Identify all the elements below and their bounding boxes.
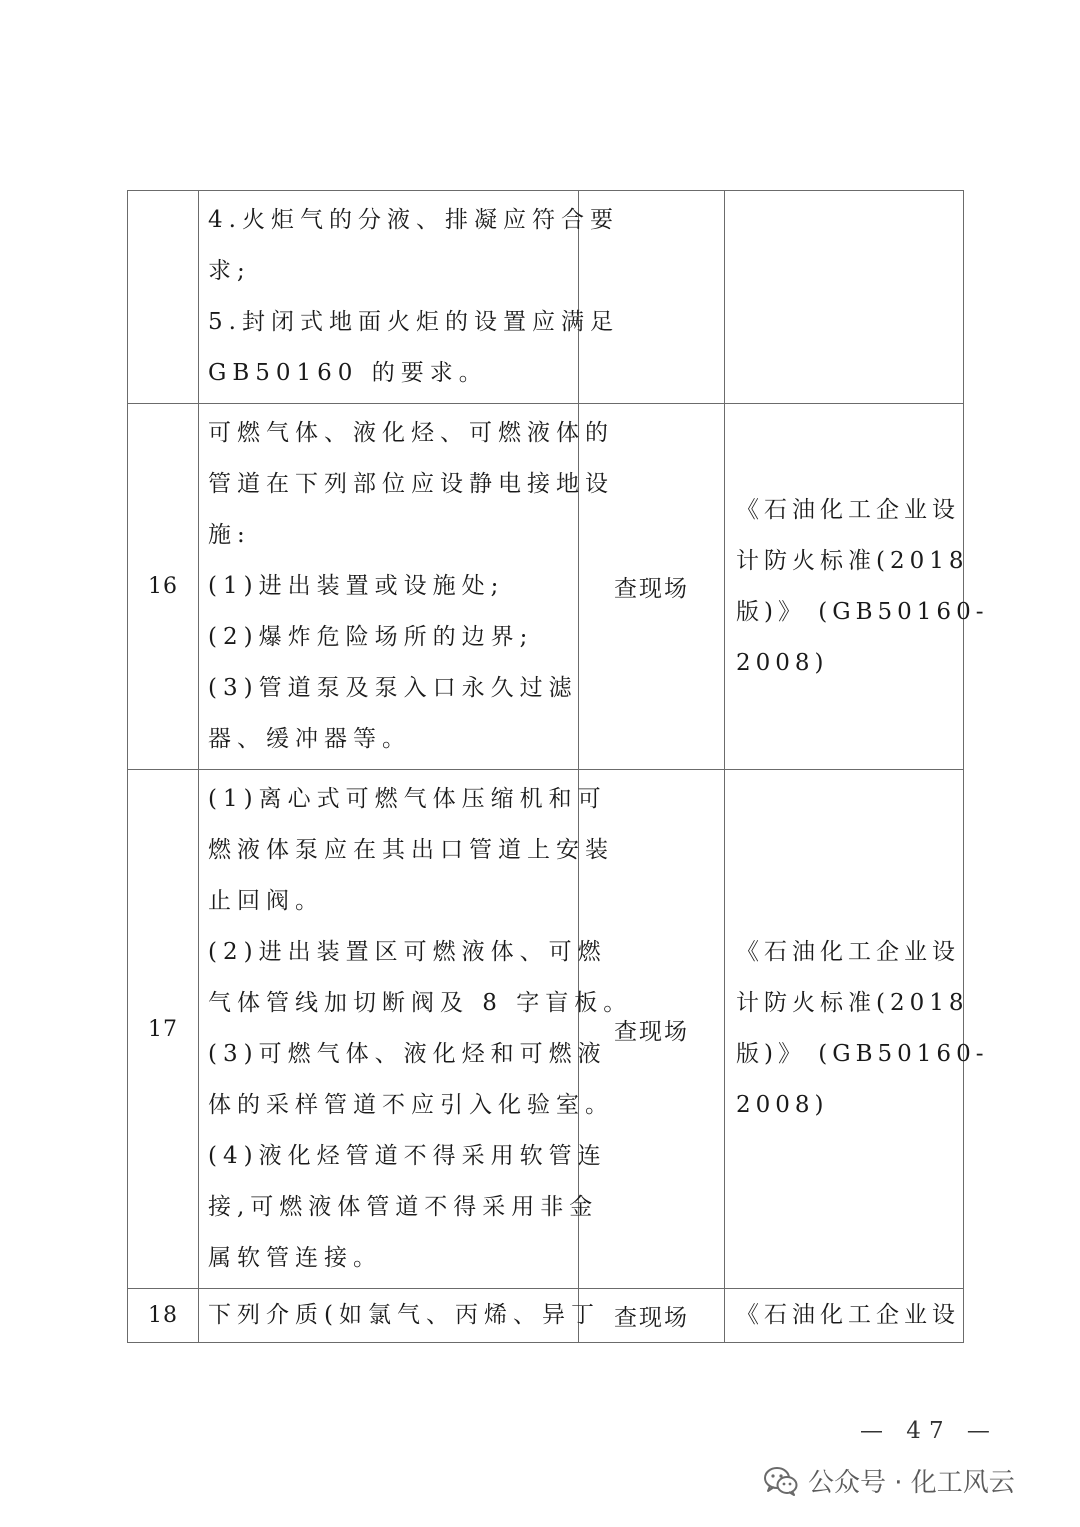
requirement-line: (2)爆炸危险场所的边界; [208, 624, 534, 650]
requirement-line: (1)离心式可燃气体压缩机和可 [208, 786, 607, 812]
requirement-cell [199, 1289, 600, 1343]
basis-cell [725, 1289, 964, 1343]
watermark-text: 公众号 · 化工风云 [808, 1468, 1015, 1498]
requirement-cell [199, 770, 633, 1289]
requirement-line: (2)进出装置区可燃液体、可燃 [208, 939, 607, 965]
watermark [764, 1462, 1015, 1499]
basis-line: 2008) [736, 649, 829, 676]
basis-line: 《石油化工企业设 [736, 1302, 960, 1328]
requirement-line: 可燃气体、液化烃、可燃液体的 [208, 420, 614, 446]
requirement-line: (3)可燃气体、液化烃和可燃液 [208, 1041, 607, 1067]
basis-cell [725, 404, 989, 770]
basis-line: 版)》 (GB50160- [736, 598, 989, 625]
requirement-cell [199, 191, 619, 404]
check-method-cell: 查现场 [579, 770, 725, 1289]
row-number: 17 [128, 770, 199, 1289]
requirement-line: (3)管道泵及泵入口永久过滤 [208, 675, 578, 701]
wechat-icon [764, 1466, 798, 1496]
basis-line: 《石油化工企业设 [736, 496, 960, 523]
page-number: — 47 — [860, 1418, 998, 1444]
requirement-line: 属软管连接。 [208, 1245, 382, 1271]
requirement-line: 4.火炬气的分液、排凝应符合要 [208, 207, 619, 233]
basis-cell [725, 191, 964, 404]
check-method-cell: 查现场 [579, 404, 725, 770]
basis-cell [725, 770, 989, 1289]
basis-line: 《石油化工企业设 [736, 939, 960, 965]
table-row [128, 404, 964, 770]
requirement-line: 施: [208, 522, 251, 548]
table-row [128, 770, 964, 1289]
basis-line: 计防火标准(2018 [736, 990, 969, 1016]
table-row [128, 1289, 964, 1343]
requirement-line: GB50160 的要求。 [208, 360, 488, 386]
requirement-line: (4)液化烃管道不得采用软管连 [208, 1143, 607, 1169]
requirement-line: 气体管线加切断阀及 8 字盲板。 [208, 990, 633, 1016]
requirement-cell [199, 404, 614, 770]
row-number: 16 [128, 404, 199, 770]
requirement-line: 止回阀。 [208, 888, 324, 914]
requirement-line: 下列介质(如氯气、丙烯、异丁 [208, 1302, 600, 1328]
table-row [128, 191, 964, 404]
basis-line: 计防火标准(2018 [736, 547, 969, 574]
check-method-cell: 查现场 [579, 1289, 725, 1343]
row-number [128, 191, 199, 404]
basis-line: 版)》 (GB50160- [736, 1041, 989, 1067]
row-number: 18 [128, 1289, 199, 1343]
requirement-line: 5.封闭式地面火炬的设置应满足 [208, 309, 619, 335]
requirement-line: 求; [208, 258, 251, 284]
requirement-line: 接,可燃液体管道不得采用非金 [208, 1194, 599, 1220]
requirement-line: 管道在下列部位应设静电接地设 [208, 471, 614, 497]
requirement-line: 燃液体泵应在其出口管道上安装 [208, 837, 614, 863]
requirement-line: (1)进出装置或设施处; [208, 573, 505, 599]
requirement-line: 体的采样管道不应引入化验室。 [208, 1092, 614, 1118]
basis-line: 2008) [736, 1092, 829, 1118]
requirement-line: 器、缓冲器等。 [208, 726, 411, 752]
inspection-table [127, 190, 989, 1343]
